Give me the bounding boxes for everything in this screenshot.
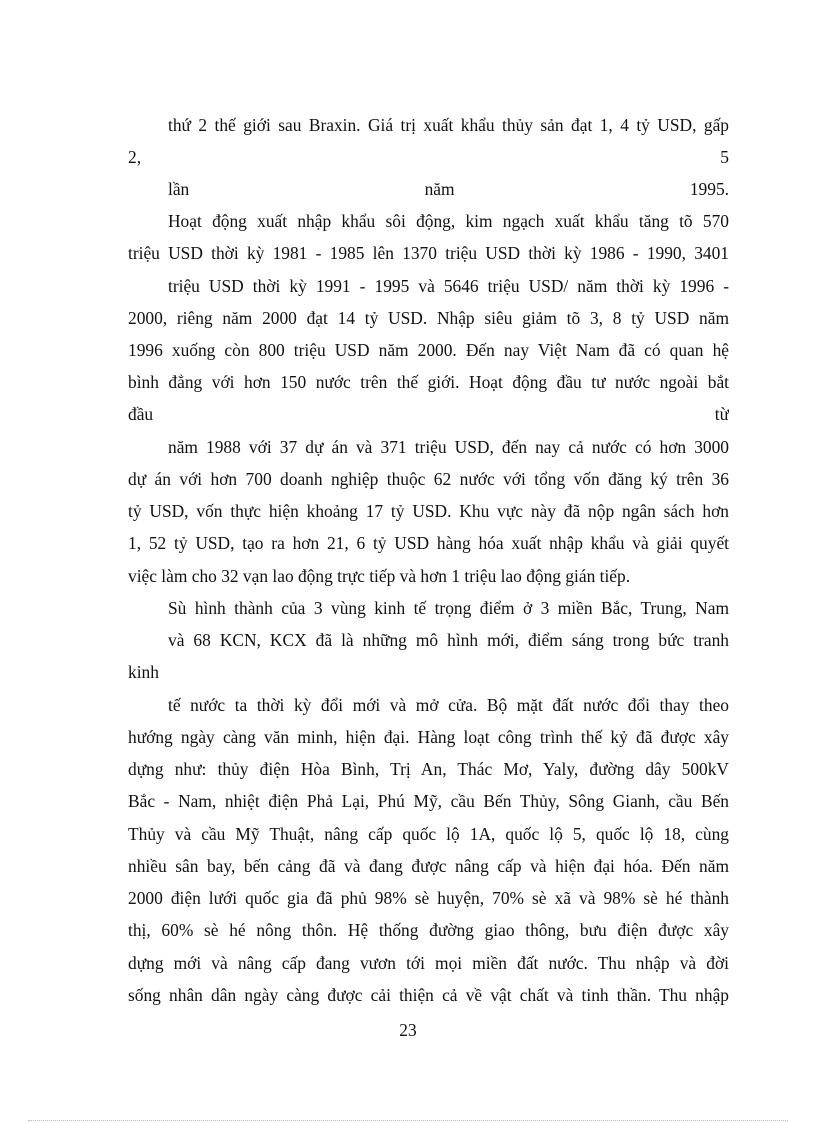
text-line: và 68 KCN, KCX đã là những mô hình mới, điểm sáng trong bức tranh [168, 630, 729, 650]
text-line: thị, 60% sè hé nông thôn. Hệ thống đường giao thông, bưu điện được xây [128, 920, 729, 940]
text-line: 2000, riêng năm 2000 đạt 14 tỷ USD. Nhập siêu giảm tõ 3, 8 tỷ USD năm [128, 308, 729, 328]
text-line: hướng ngày càng văn minh, hiện đại. Hàng loạt công trình thế kỷ đã được xây [128, 727, 729, 747]
text-line: triệu USD thời kỳ 1981 - 1985 lên 1370 triệu USD thời kỳ 1986 - 1990, 3401 [128, 243, 729, 263]
text-line: việc làm cho 32 vạn lao động trực tiếp và hơn 1 triệu lao động gián tiếp. [128, 566, 631, 586]
text-line-split [128, 145, 729, 169]
word: đầu [128, 404, 154, 424]
text-line: sống nhân dân ngày càng được cải thiện cả về vật chất và tinh thần. Thu nhập [128, 985, 729, 1005]
text-line-split [168, 177, 729, 201]
text-line: kinh [128, 662, 159, 682]
text-line: Bắc - Nam, nhiệt điện Phả Lại, Phú Mỹ, cầu Bến Thủy, Sông Gianh, cầu Bến [128, 791, 729, 811]
text-line: nhiều sân bay, bến cảng đã và đang được nâng cấp và hiện đại hóa. Đến năm [128, 856, 729, 876]
word: 2, [128, 147, 142, 167]
text-line: thứ 2 thế giới sau Braxin. Giá trị xuất khẩu thủy sản đạt 1, 4 tỷ USD, gấp [168, 115, 729, 135]
text-line: bình đẳng với hơn 150 nước trên thế giới. Hoạt động đầu tư nước ngoài bắt [128, 372, 729, 392]
page-bottom-border [28, 1120, 788, 1121]
text-line: triệu USD thời kỳ 1991 - 1995 và 5646 triệu USD/ năm thời kỳ 1996 - [168, 276, 729, 296]
page-number: 23 [399, 1020, 417, 1040]
text-line: năm 1988 với 37 dự án và 371 triệu USD, đến nay cả nước có hơn 3000 [168, 437, 729, 457]
text-line: 1996 xuống còn 800 triệu USD năm 2000. Đến nay Việt Nam đã có quan hệ [128, 340, 729, 360]
text-line: dựng mới và nâng cấp đang vươn tới mọi miền đất nước. Thu nhập và đời [128, 953, 729, 973]
word: lần [168, 179, 190, 199]
word: từ [714, 404, 729, 424]
word: 1995. [689, 179, 729, 199]
text-line-split [128, 402, 729, 426]
text-line: tế nước ta thời kỳ đổi mới và mở cửa. Bộ mặt đất nước đổi thay theo [168, 695, 729, 715]
word: năm [424, 179, 455, 199]
text-line: dự án với hơn 700 doanh nghiệp thuộc 62 nước với tổng vốn đăng ký trên 36 [128, 469, 729, 489]
text-line: Thủy và cầu Mỹ Thuật, nâng cấp quốc lộ 1A, quốc lộ 5, quốc lộ 18, cùng [128, 824, 729, 844]
text-line: 2000 điện lưới quốc gia đã phủ 98% sè huyện, 70% sè xã và 98% sè hé thành [128, 888, 729, 908]
text-line: tỷ USD, vốn thực hiện khoảng 17 tỷ USD. Khu vực này đã nộp ngân sách hơn [128, 501, 729, 521]
text-line: Hoạt động xuất nhập khẩu sôi động, kim ngạch xuất khẩu tăng tõ 570 [168, 211, 729, 231]
text-line: Sù hình thành của 3 vùng kinh tế trọng điểm ở 3 miền Bắc, Trung, Nam [168, 598, 729, 618]
text-line: 1, 52 tỷ USD, tạo ra hơn 21, 6 tỷ USD hàng hóa xuất nhập khẩu và giải quyết [128, 533, 729, 553]
text-line: dựng như: thủy điện Hòa Bình, Trị An, Thác Mơ, Yaly, đường dây 500kV [128, 759, 729, 779]
word: 5 [720, 147, 729, 167]
